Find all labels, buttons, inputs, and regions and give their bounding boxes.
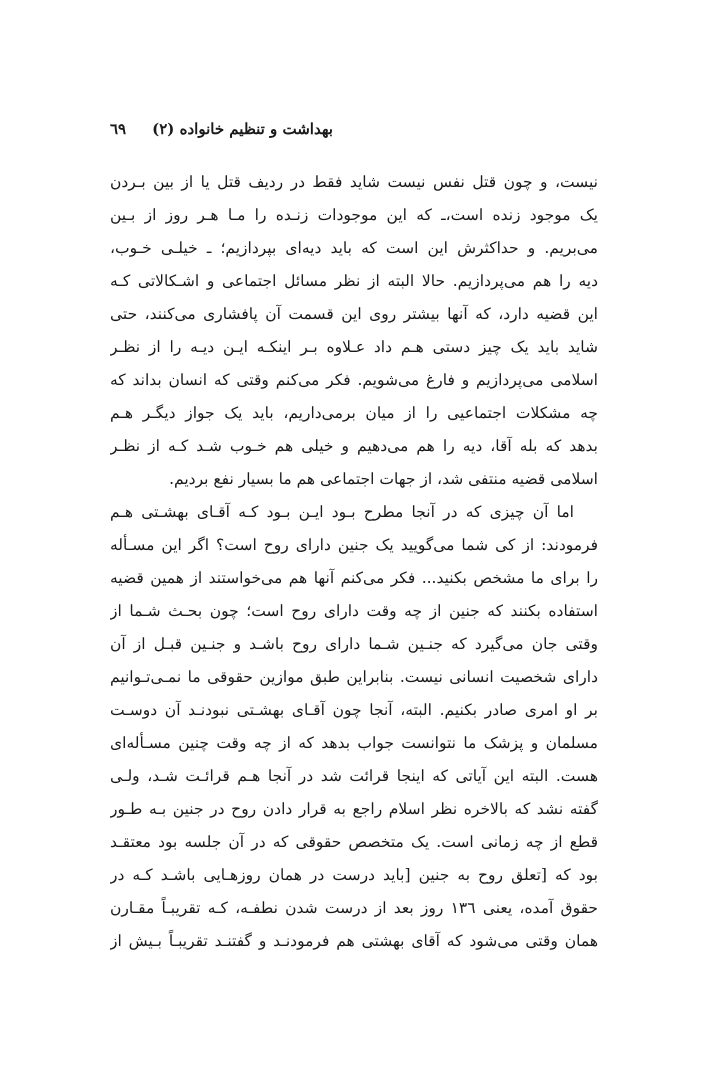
text-line: شاید باید یک چیز دستی هـم داد عـلاوه بـر اینکـه ایـن دیـه را از نظـر <box>110 338 598 356</box>
text-line: یک موجود زنده است،ـ که این موجودات زنـده را مـا هـر روز از بـین <box>110 206 598 224</box>
text-line: فرمودند: از کی شما می‌گویید یک جنین دارای روح است؟ اگر این مسـأله <box>110 536 598 554</box>
text-line: بود که [تعلق روح به جنین [باید درست در همان روزهـایی باشـد کـه در <box>110 866 598 884</box>
text-line: حقوق آمده، یعنی ١٣٦ روز بعد از درست شدن نطفـه، کـه تقریبـاً مقـارن <box>110 899 598 917</box>
text-line: می‌بریم. و حداکثرش این است که باید دیه‌ای بپردازیم؛ ـ خیلـی خـوب، <box>110 239 598 257</box>
running-head-title: بهداشت و تنظیم خانواده (۲) <box>152 120 333 138</box>
text-line: همان وقتی می‌شود که آقای بهشتی هم فرمودنـد و گفتنـد تقریبـاً بـیش از <box>110 932 598 950</box>
text-line: چه مشکلات اجتماعیی را از میان برمی‌داریم، باید یک جواز دیگـر هـم <box>110 404 598 422</box>
text-line: گفته نشد که بالاخره نظر اسلام راجع به قرار دادن روح در جنین بـه طـور <box>110 800 598 818</box>
text-line: استفاده بکنند که جنین از چه وقت دارای روح است؛ چون بحـث شـما از <box>110 602 598 620</box>
paragraph-start-line: اما آن چیزی که در آنجا مطرح بـود ایـن بـود کـه آقـای بهشـتی هـم <box>110 503 574 521</box>
text-line: وقتی جان می‌گیرد که جنـین شـما دارای روح باشـد و جنـین قبـل از آن <box>110 635 598 653</box>
text-line: را برای ما مشخص بکنید... فکر می‌کنم آنها هم می‌خواستند از همین قضیه <box>110 569 598 587</box>
text-line: دیه را هم می‌پردازیم. حالا البته از نظر مسائل اجتماعی و اشـکالاتی کـه <box>110 272 598 290</box>
text-line: مسلمان و پزشک ما نتوانست جواب بدهد که از چه وقت چنین مسـأله‌ای <box>110 734 598 752</box>
text-line: اسلامی می‌پردازیم و فارغ می‌شویم. فکر می‌کنم وقتی که انسان بداند که <box>110 371 598 389</box>
body-text <box>110 166 598 958</box>
text-line: این قضیه دارد، که آنها بیشتر روی این قسمت آن پافشاری می‌کنند، حتی <box>110 305 598 323</box>
text-line: بدهد که بله آقا، دیه را هم می‌دهیم و خیلی هم خـوب شـد کـه از نظـر <box>110 437 598 455</box>
text-line: بر او امری صادر بکنیم. البته، آنجا چون آقـای بهشـتی نبودنـد آن دوسـت <box>110 701 598 719</box>
text-line: هست. البته این آیاتی که اینجا قرائت شد در آنجا هـم قرائـت شـد، ولـی <box>110 767 598 785</box>
text-line: قطع از چه زمانی است. یک متخصص حقوقی که در آن جلسه بود معتقـد <box>110 833 598 851</box>
running-head <box>110 120 598 138</box>
page-number: ٦٩ <box>110 120 127 138</box>
text-line: دارای شخصیت انسانی نیست. بنابراین طبق موازین حقوقی ما نمـی‌تـوانیم <box>110 668 598 686</box>
text-line: نیست، و چون قتل نفس نیست شاید فقط در ردیف قتل یا از بین بـردن <box>110 173 598 191</box>
paragraph-end-line: اسلامی قضیه منتفی شد، از جهات اجتماعی هم ما بسیار نفع بردیم. <box>169 470 598 488</box>
